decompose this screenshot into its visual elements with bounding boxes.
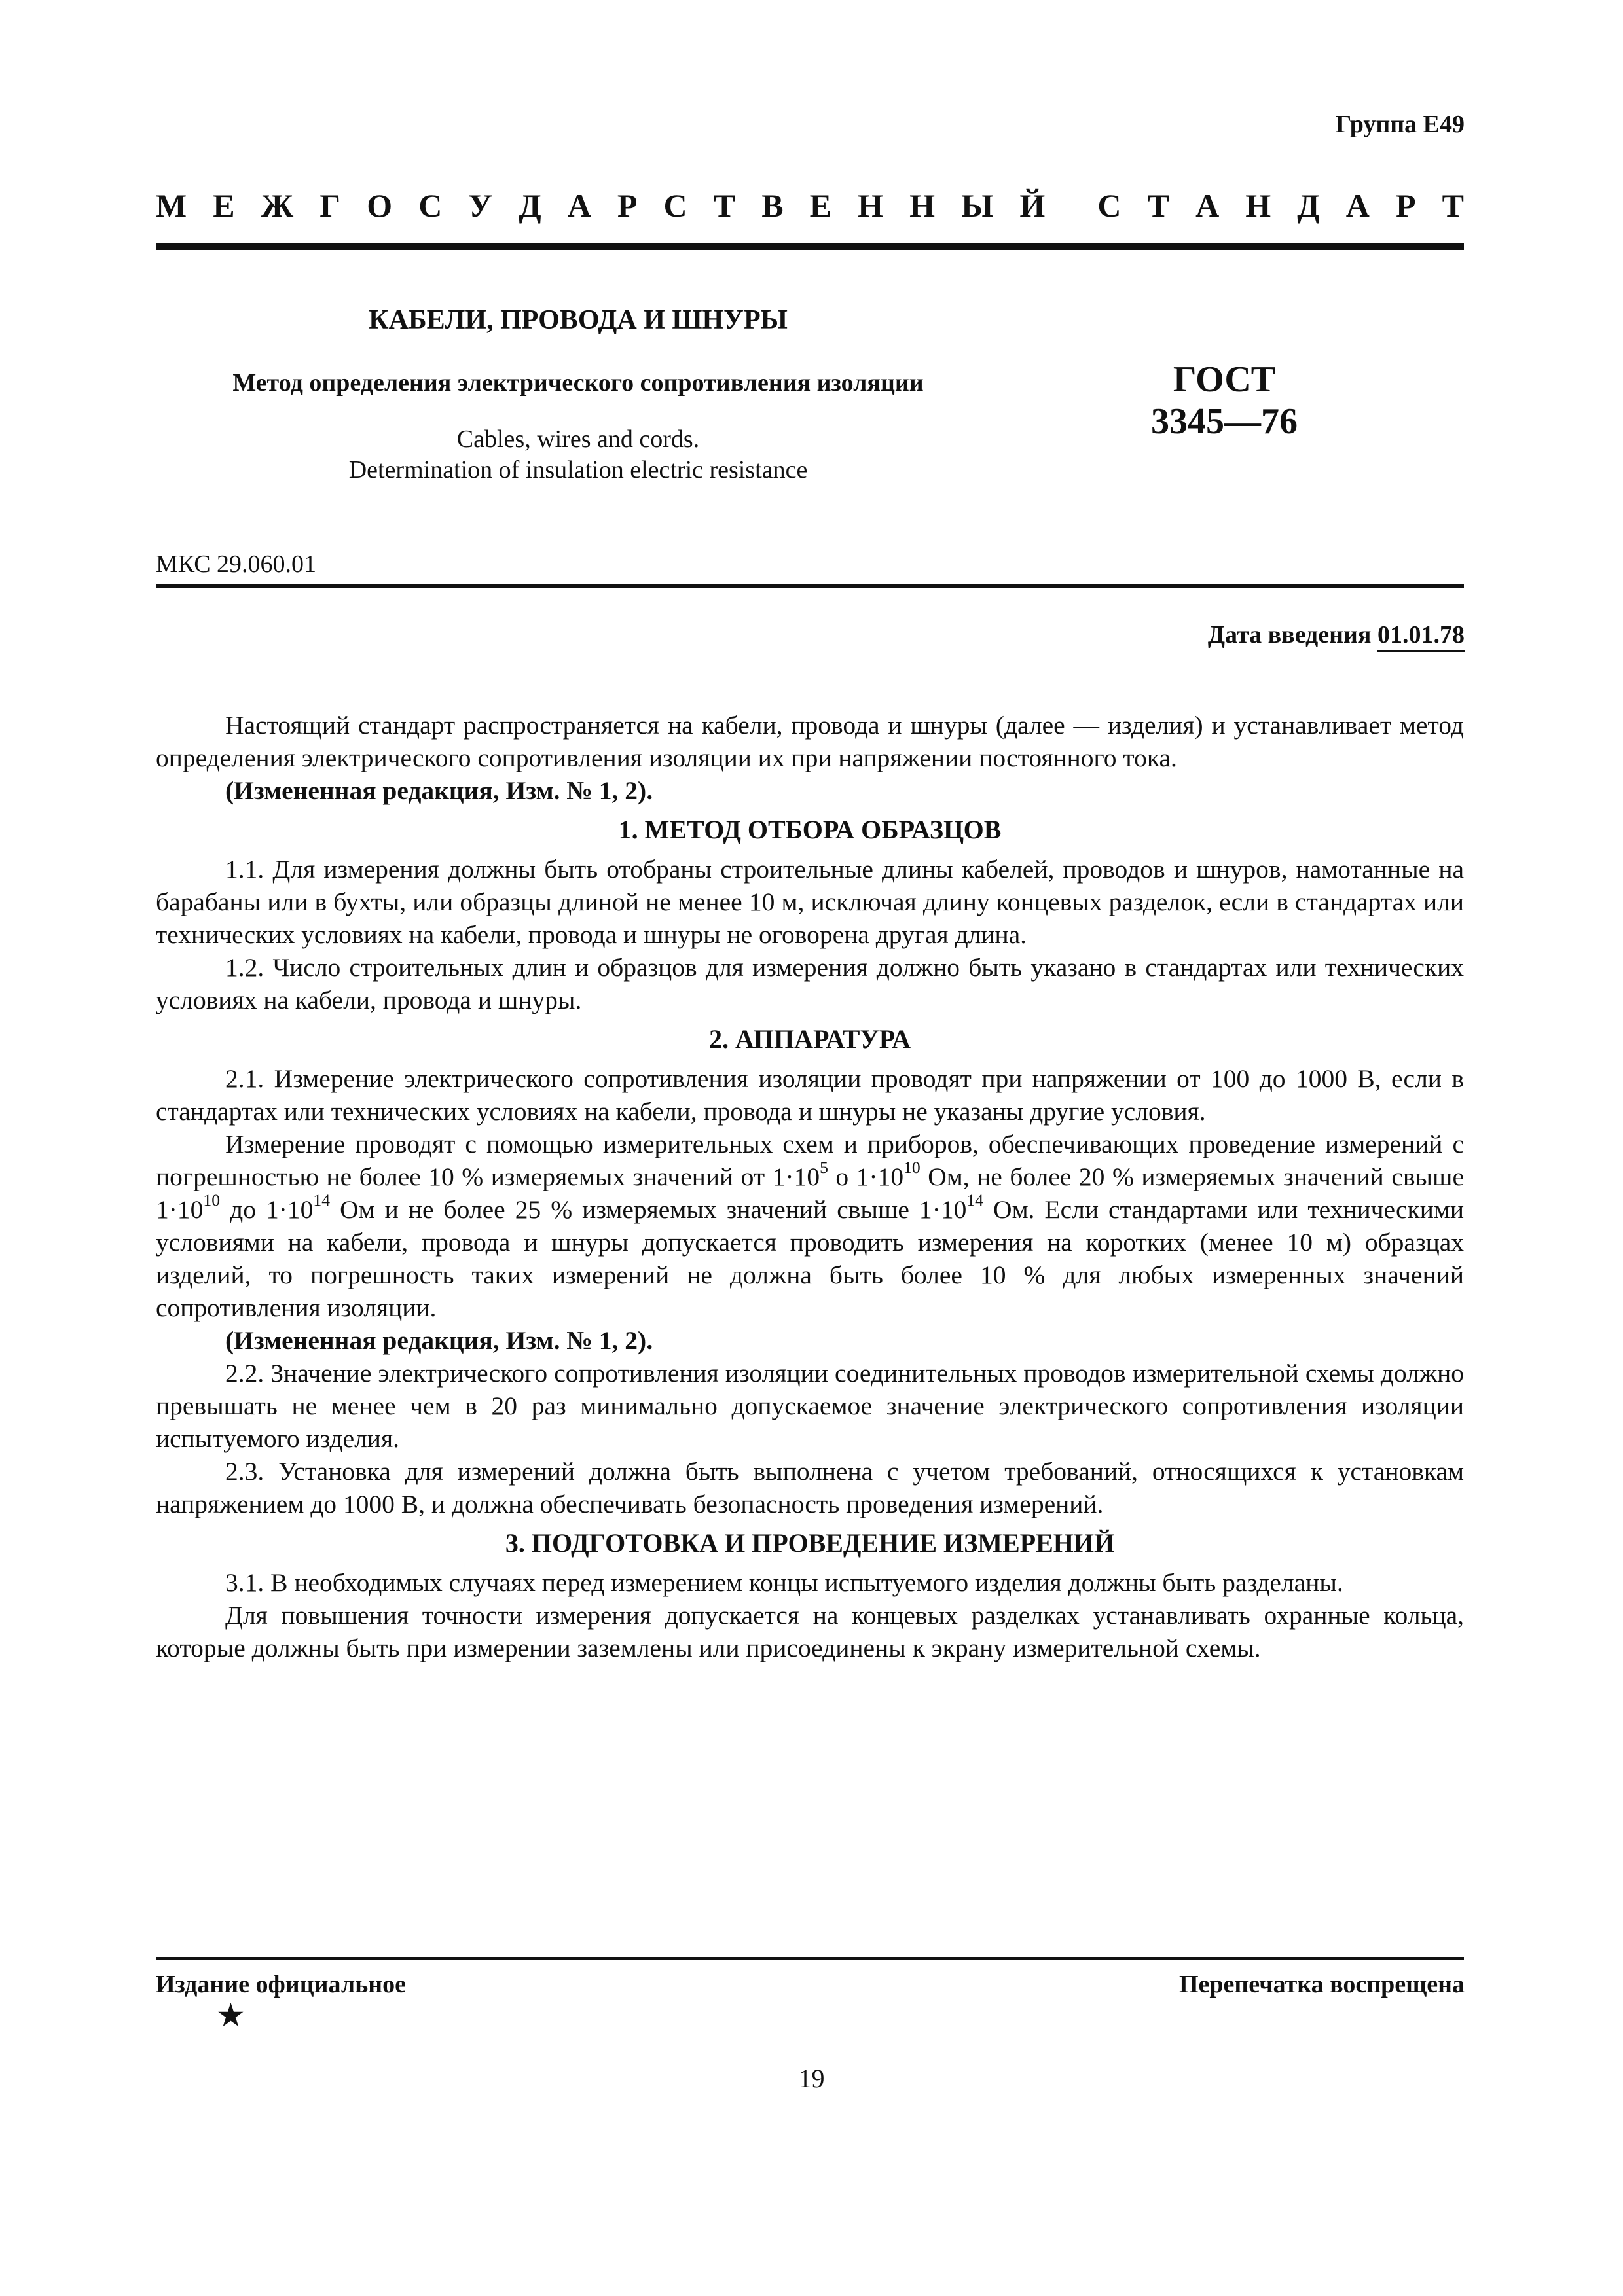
document-subtitle: Метод определения электрического сопротивления изоляции xyxy=(232,369,924,397)
section-heading: 1. МЕТОД ОТБОРА ОБРАЗЦОВ xyxy=(618,815,1002,844)
clause-1-2: 1.2. Число строительных длин и образцов для измерения должно быть указано в стандартах или технических условиях на кабели, провода и шнуры. xyxy=(156,953,1464,1014)
banner-letter: Ж xyxy=(261,187,294,224)
english-title xyxy=(156,424,1000,486)
mks-rule xyxy=(156,584,1464,588)
banner-letter: Н xyxy=(909,187,936,224)
gost-designation xyxy=(1126,359,1322,442)
text-run: до 1·10 xyxy=(220,1195,314,1224)
mks-code: МКС 29.060.01 xyxy=(156,550,317,578)
banner-letter: А xyxy=(1195,187,1220,224)
banner-letter: А xyxy=(567,187,591,224)
banner-letter: Ы xyxy=(961,187,994,224)
exponent: 10 xyxy=(203,1190,221,1210)
banner-letter: Т xyxy=(1147,187,1169,224)
text-run: Ом. Если стандартами или техническими условиями на кабели, провода и шнуры допускается проводить измерения на коротких (менее 10 м) образцах изделий, то погрешность таких измерений не должна быть более 10 % для любых измеренных значений сопротивления изоляции. xyxy=(156,1195,1464,1322)
edition-label: Издание официальное xyxy=(156,1971,407,1998)
clause-2-2: 2.2. Значение электрического сопротивления изоляции соединительных проводов измерительной схемы должно превышать не менее чем в 20 раз минимально допускаемое значение электрического сопротивления изоляции испытуемого изделия. xyxy=(156,1359,1464,1453)
banner-letter: О xyxy=(367,187,393,224)
banner-letter: С xyxy=(418,187,443,224)
section-heading: 3. ПОДГОТОВКА И ПРОВЕДЕНИЕ ИЗМЕРЕНИЙ xyxy=(505,1528,1115,1558)
banner-letter: М xyxy=(156,187,187,224)
page-number: 19 xyxy=(798,2064,825,2093)
clause-3-1: 3.1. В необходимых случаях перед измерением концы испытуемого изделия должны быть разделаны. xyxy=(225,1568,1343,1597)
gost-label: ГОСТ xyxy=(1173,359,1276,400)
banner-letter: Г xyxy=(319,187,341,224)
banner-letter: В xyxy=(761,187,784,224)
banner-letter: Е xyxy=(809,187,832,224)
banner-letter: У xyxy=(468,187,493,224)
banner-letter: Р xyxy=(617,187,638,224)
header-rule xyxy=(156,243,1464,250)
banner-letter: А xyxy=(1345,187,1370,224)
document-title: КАБЕЛИ, ПРОВОДА И ШНУРЫ xyxy=(369,305,788,335)
document-body xyxy=(156,709,1464,1664)
english-title-line2: Determination of insulation electric resistance xyxy=(348,456,808,484)
banner-letter: Е xyxy=(213,187,235,224)
intro-paragraph: Настоящий стандарт распространяется на кабели, провода и шнуры (далее — изделия) и устанавливает метод определения электрического сопротивления изоляции их при напряжении постоянного тока. xyxy=(156,711,1464,772)
footer-rule xyxy=(156,1957,1464,1960)
clause-3-1-guard-rings: Для повышения точности измерения допускается на концевых разделках устанавливать охранные кольца, которые должны быть при измерении заземлены или присоединены к экрану измерительной схемы. xyxy=(156,1601,1464,1662)
banner-letter: С xyxy=(1097,187,1122,224)
date-label: Дата введения xyxy=(1207,621,1372,649)
exponent: 14 xyxy=(966,1190,983,1210)
amendment-note: (Измененная редакция, Изм. № 1, 2). xyxy=(225,1326,653,1355)
exponent: 14 xyxy=(313,1190,331,1210)
text-run: Измерение проводят с помощью измерительных схем и приборов, обеспечивающих проведение измерений с погрешностью не более 10 % измеряемых значений от 1·10 xyxy=(156,1130,1464,1191)
group-label: Группа Е49 xyxy=(1335,111,1465,138)
exponent: 5 xyxy=(820,1157,828,1177)
banner-letter: Н xyxy=(1245,187,1271,224)
banner-letter: Т xyxy=(713,187,736,224)
amendment-note: (Измененная редакция, Изм. № 1, 2). xyxy=(225,776,653,805)
date-value: 01.01.78 xyxy=(1377,621,1465,652)
clause-2-1: 2.1. Измерение электрического сопротивления изоляции проводят при напряжении от 100 до 1000 В, если в стандартах или технических условиях на кабели, провода и шнуры не указаны другие условия. xyxy=(156,1064,1464,1126)
text-run: о 1·10 xyxy=(828,1162,904,1191)
star-icon: ★ xyxy=(216,1997,246,2034)
clause-2-3: 2.3. Установка для измерений должна быть выполнена с учетом требований, относящихся к установкам напряжением до 1000 В, и должна обеспечивать безопасность проведения измерений. xyxy=(156,1457,1464,1518)
banner-letter: Р xyxy=(1395,187,1416,224)
text-run: Ом и не более 25 % измеряемых значений свыше 1·10 xyxy=(330,1195,967,1224)
exponent: 10 xyxy=(903,1157,921,1177)
text-run: Ом, не более 20 % измеряемых значений свыше 1·10 xyxy=(156,1162,1464,1224)
english-title-line1: Cables, wires and cords. xyxy=(456,425,700,453)
standard-banner xyxy=(156,187,1464,224)
reprint-notice: Перепечатка воспрещена xyxy=(1178,1971,1465,1998)
clause-1-1: 1.1. Для измерения должны быть отобраны строительные длины кабелей, проводов и шнуров, намотанные на барабаны или в бухты, или образцы длиной не менее 10 м, исключая длину концевых разделок, если в стандартах или технических условиях на кабели, провода и шнуры не оговорена другая длина. xyxy=(156,855,1464,949)
gost-number: 3345—76 xyxy=(1151,401,1298,442)
banner-letter: Д xyxy=(519,187,541,224)
banner-letter: Н xyxy=(858,187,884,224)
introduction-date xyxy=(1208,620,1465,649)
banner-letter: Т xyxy=(1442,187,1464,224)
banner-letter: Д xyxy=(1297,187,1320,224)
banner-letter: Й xyxy=(1019,187,1046,224)
banner-letter: С xyxy=(663,187,687,224)
clause-2-1-accuracy xyxy=(156,1128,1464,1324)
section-heading: 2. АППАРАТУРА xyxy=(709,1024,911,1054)
